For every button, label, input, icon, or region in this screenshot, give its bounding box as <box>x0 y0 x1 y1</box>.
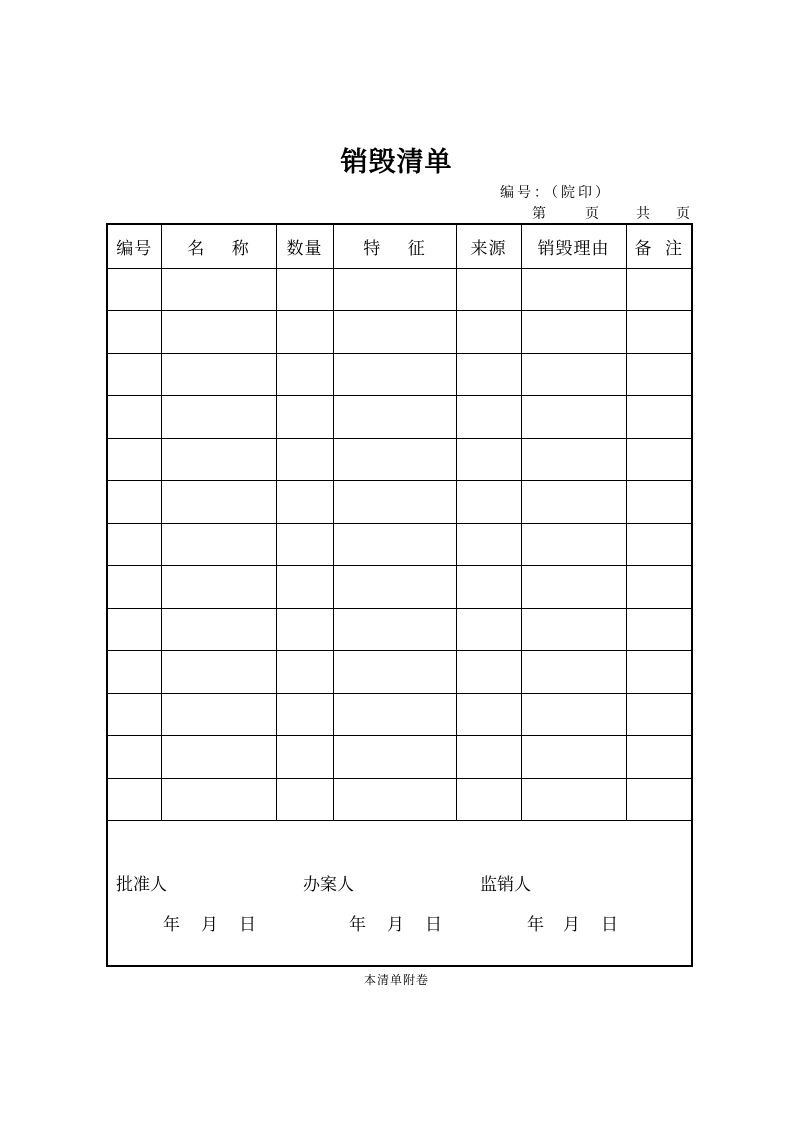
table-cell <box>276 311 333 354</box>
table-cell <box>333 566 456 609</box>
table-cell <box>333 651 456 694</box>
approver-date-year: 年 <box>163 915 180 935</box>
table-cell <box>456 566 521 609</box>
header-name: 名 称 <box>161 225 276 268</box>
table-cell <box>626 523 691 566</box>
serial-number-line: 编号：（院印） <box>500 185 612 201</box>
table-cell <box>521 651 626 694</box>
table-row <box>108 396 691 439</box>
table-cell <box>276 608 333 651</box>
table-cell <box>276 268 333 311</box>
table-cell <box>161 438 276 481</box>
table-cell <box>456 438 521 481</box>
handler-label: 办案人 <box>303 875 354 895</box>
table-cell <box>626 778 691 821</box>
table-cell <box>521 566 626 609</box>
table-cell <box>333 523 456 566</box>
table-cell <box>276 566 333 609</box>
page-marker-ye: 页 <box>585 206 599 222</box>
table-cell <box>333 778 456 821</box>
footer-note: 本清单附卷 <box>363 973 429 987</box>
table-cell <box>108 268 161 311</box>
table-row <box>108 481 691 524</box>
table-cell <box>108 608 161 651</box>
table-cell <box>276 736 333 779</box>
table-cell <box>626 438 691 481</box>
table-cell <box>108 353 161 396</box>
table-cell <box>521 353 626 396</box>
table-cell <box>521 311 626 354</box>
supervisor-label: 监销人 <box>480 875 531 895</box>
table-cell <box>521 608 626 651</box>
header-source: 来源 <box>456 225 521 268</box>
table-cell <box>161 608 276 651</box>
table-header-row <box>108 225 691 268</box>
table-cell <box>161 651 276 694</box>
table-cell <box>161 396 276 439</box>
table-cell <box>161 268 276 311</box>
page-marker-di: 第 <box>532 206 546 222</box>
table-cell <box>521 481 626 524</box>
table-cell <box>276 523 333 566</box>
table-cell <box>626 268 691 311</box>
table-cell <box>276 481 333 524</box>
table-row <box>108 566 691 609</box>
table-cell <box>161 481 276 524</box>
table-cell <box>333 481 456 524</box>
handler-date-year: 年 <box>349 915 366 935</box>
table-cell <box>108 566 161 609</box>
header-features: 特 征 <box>333 225 456 268</box>
table-cell <box>456 608 521 651</box>
table-cell <box>333 736 456 779</box>
header-remarks: 备 注 <box>626 225 691 268</box>
table-cell <box>626 608 691 651</box>
table-cell <box>276 651 333 694</box>
table-cell <box>161 778 276 821</box>
header-serial: 编号 <box>108 225 161 268</box>
table-row <box>108 438 691 481</box>
table-cell <box>108 736 161 779</box>
table-row <box>108 693 691 736</box>
supervisor-date-day: 日 <box>601 915 618 935</box>
table-cell <box>456 523 521 566</box>
table-cell <box>161 566 276 609</box>
table-cell <box>276 438 333 481</box>
header-quantity: 数量 <box>276 225 333 268</box>
table-row <box>108 353 691 396</box>
table-cell <box>161 736 276 779</box>
supervisor-date-month: 月 <box>563 915 580 935</box>
approver-date-day: 日 <box>239 915 256 935</box>
table-row <box>108 608 691 651</box>
table-cell <box>333 693 456 736</box>
table-row <box>108 778 691 821</box>
table-cell <box>108 396 161 439</box>
table-cell <box>521 736 626 779</box>
table-cell <box>626 311 691 354</box>
table-cell <box>108 523 161 566</box>
table-cell <box>276 693 333 736</box>
table-cell <box>456 693 521 736</box>
table-cell <box>521 778 626 821</box>
table-cell <box>521 523 626 566</box>
form-frame <box>106 223 693 967</box>
table-cell <box>626 481 691 524</box>
table-cell <box>626 566 691 609</box>
table-cell <box>626 693 691 736</box>
table-cell <box>521 396 626 439</box>
table-row <box>108 268 691 311</box>
table-cell <box>626 353 691 396</box>
header-reason: 销毁理由 <box>521 225 626 268</box>
table-cell <box>456 353 521 396</box>
table-cell <box>456 481 521 524</box>
table-cell <box>456 311 521 354</box>
table-cell <box>108 651 161 694</box>
table-cell <box>161 311 276 354</box>
table-cell <box>333 608 456 651</box>
table-cell <box>626 651 691 694</box>
table-cell <box>521 693 626 736</box>
table-cell <box>456 268 521 311</box>
table-cell <box>333 353 456 396</box>
table-row <box>108 736 691 779</box>
approver-date-month: 月 <box>201 915 218 935</box>
table-cell <box>161 523 276 566</box>
table-cell <box>108 693 161 736</box>
table-cell <box>626 736 691 779</box>
table-cell <box>108 438 161 481</box>
table-cell <box>456 736 521 779</box>
table-cell <box>161 353 276 396</box>
table-cell <box>626 396 691 439</box>
table-cell <box>108 778 161 821</box>
table-cell <box>333 438 456 481</box>
handler-date-day: 日 <box>425 915 442 935</box>
table-cell <box>521 438 626 481</box>
table-cell <box>456 778 521 821</box>
table-cell <box>276 396 333 439</box>
table-cell <box>521 268 626 311</box>
destruction-table <box>108 225 691 821</box>
table-cell <box>456 396 521 439</box>
table-cell <box>276 778 333 821</box>
document-title: 销毁清单 <box>340 147 453 178</box>
supervisor-date-year: 年 <box>527 915 544 935</box>
table-cell <box>333 311 456 354</box>
page-marker-gong: 共 <box>636 206 650 222</box>
table-row <box>108 311 691 354</box>
handler-date-month: 月 <box>387 915 404 935</box>
table-cell <box>161 693 276 736</box>
table-cell <box>108 311 161 354</box>
table-cell <box>333 268 456 311</box>
table-row <box>108 651 691 694</box>
table-cell <box>333 396 456 439</box>
table-cell <box>456 651 521 694</box>
page-marker-ye-total: 页 <box>676 206 690 222</box>
table-cell <box>276 353 333 396</box>
table-cell <box>108 481 161 524</box>
table-row <box>108 523 691 566</box>
approver-label: 批准人 <box>116 875 167 895</box>
